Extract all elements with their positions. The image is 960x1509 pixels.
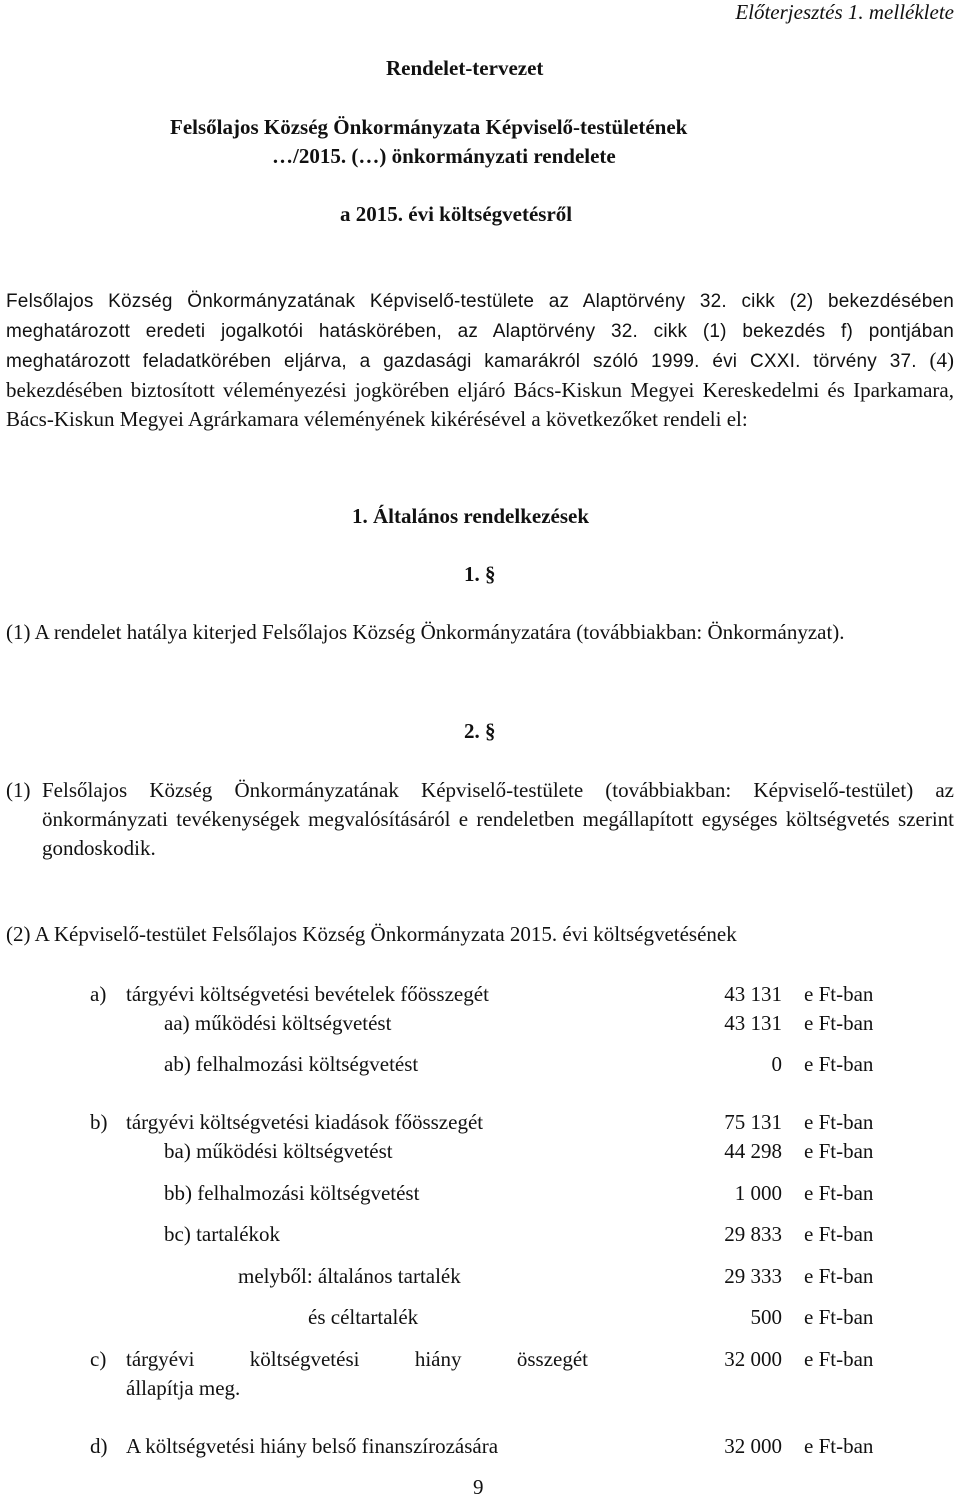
budget-unit: e Ft-ban xyxy=(804,1110,874,1134)
item-marker: c) xyxy=(90,1347,107,1371)
budget-amount: 75 131 xyxy=(724,1110,782,1134)
preamble xyxy=(6,286,954,434)
budget-label: bc) tartalékok xyxy=(164,1222,281,1246)
section-1-paragraph-1: (1) A rendelet hatálya kiterjed Felsőlajos Község Önkormányzatára (továbbiakban: Önkormányzat). xyxy=(6,620,845,644)
budget-unit: e Ft-ban xyxy=(804,1434,874,1458)
budget-amount: 29 833 xyxy=(724,1222,782,1246)
budget-label: tárgyévi költségvetési hiány összegét xyxy=(126,1347,588,1371)
budget-amount: 29 333 xyxy=(724,1264,782,1288)
budget-label-continued: állapítja meg. xyxy=(126,1376,241,1400)
budget-row-ab xyxy=(0,1050,960,1079)
budget-amount: 43 131 xyxy=(724,1011,782,1035)
budget-label: tárgyévi költségvetési bevételek főösszegét xyxy=(126,982,489,1006)
budget-label: aa) működési költségvetést xyxy=(164,1011,392,1035)
budget-unit: e Ft-ban xyxy=(804,1347,874,1371)
budget-row-bc xyxy=(0,1220,960,1249)
budget-row-bb xyxy=(0,1179,960,1208)
paragraph-number: (1) xyxy=(6,778,31,802)
budget-label: ab) felhalmozási költségvetést xyxy=(164,1052,419,1076)
budget-label: tárgyévi költségvetési kiadások főösszegét xyxy=(126,1110,484,1134)
budget-unit: e Ft-ban xyxy=(804,1011,874,1035)
section-2-paragraph-1 xyxy=(6,776,954,863)
item-marker: b) xyxy=(90,1110,108,1134)
budget-unit: e Ft-ban xyxy=(804,982,874,1006)
budget-row-d xyxy=(0,1432,960,1461)
budget-label: és céltartalék xyxy=(308,1305,419,1329)
draft-title: Rendelet-tervezet xyxy=(386,56,544,80)
item-marker: d) xyxy=(90,1434,108,1458)
section-1-heading: 1. § xyxy=(464,562,496,586)
budget-amount: 500 xyxy=(750,1305,782,1329)
budget-unit: e Ft-ban xyxy=(804,1139,874,1163)
budget-row-aa xyxy=(0,1009,960,1038)
item-marker: a) xyxy=(90,982,107,1006)
budget-amount: 32 000 xyxy=(724,1347,782,1371)
budget-row-b xyxy=(0,1108,960,1137)
page-number: 9 xyxy=(473,1475,484,1499)
budget-amount: 43 131 xyxy=(724,982,782,1006)
title-line-3: a 2015. évi költségvetésről xyxy=(340,202,573,226)
budget-label: ba) működési költségvetést xyxy=(164,1139,393,1163)
budget-label: bb) felhalmozási költségvetést xyxy=(164,1181,420,1205)
budget-label: A költségvetési hiány belső finanszírozására xyxy=(126,1434,499,1458)
title-line-1: Felsőlajos Község Önkormányzata Képviselő-testületének xyxy=(170,115,688,139)
budget-unit: e Ft-ban xyxy=(804,1305,874,1329)
budget-unit: e Ft-ban xyxy=(804,1222,874,1246)
budget-row-a xyxy=(0,980,960,1009)
budget-row-c xyxy=(0,1345,960,1403)
budget-unit: e Ft-ban xyxy=(804,1052,874,1076)
budget-unit: e Ft-ban xyxy=(804,1181,874,1205)
title-line-2: …/2015. (…) önkormányzati rendelete xyxy=(272,144,616,168)
budget-amount: 0 xyxy=(771,1052,782,1076)
chapter-title: 1. Általános rendelkezések xyxy=(352,504,590,528)
section-2-heading: 2. § xyxy=(464,719,496,743)
budget-unit: e Ft-ban xyxy=(804,1264,874,1288)
annex-label: Előterjesztés 1. melléklete xyxy=(735,0,954,24)
budget-amount: 1 000 xyxy=(734,1181,782,1205)
budget-row-target-reserve xyxy=(0,1303,960,1332)
budget-label: melyből: általános tartalék xyxy=(238,1264,461,1288)
section-2-paragraph-2: (2) A Képviselő-testület Felsőlajos Község Önkormányzata 2015. évi költségvetésének xyxy=(6,922,737,946)
budget-amount: 32 000 xyxy=(724,1434,782,1458)
budget-row-general-reserve xyxy=(0,1262,960,1291)
preamble-part-1: Felsőlajos Község Önkormányzatának Képviselő-testülete az Alaptörvény 32. cikk (2) bekezdésében meghatározott eredeti jogalkotói hatáskörében, az Alaptörvény 32. cikk (1) bekezdés f) pontjában meghatározott feladatkörében eljárva, a gazdasági kamarákról szóló 1999. évi CXXI. törvény 37. xyxy=(6,291,954,372)
budget-row-ba xyxy=(0,1137,960,1166)
paragraph-text: Felsőlajos Község Önkormányzatának Képviselő-testülete (továbbiakban: Képviselő-testület) az önkormányzati tevékenységek megvalósításáról e rendeletben megállapított egységes költségvetés szerint gondoskodik. xyxy=(42,778,954,860)
budget-amount: 44 298 xyxy=(724,1139,782,1163)
preamble-part-2: (4) bekezdésében biztosított véleményezési jogkörében eljáró Bács-Kiskun Megyei Kereskedelmi és Iparkamara, Bács-Kiskun Megyei Agrárkamara véleményének kikérésével a következőket rendeli el: xyxy=(6,348,954,431)
